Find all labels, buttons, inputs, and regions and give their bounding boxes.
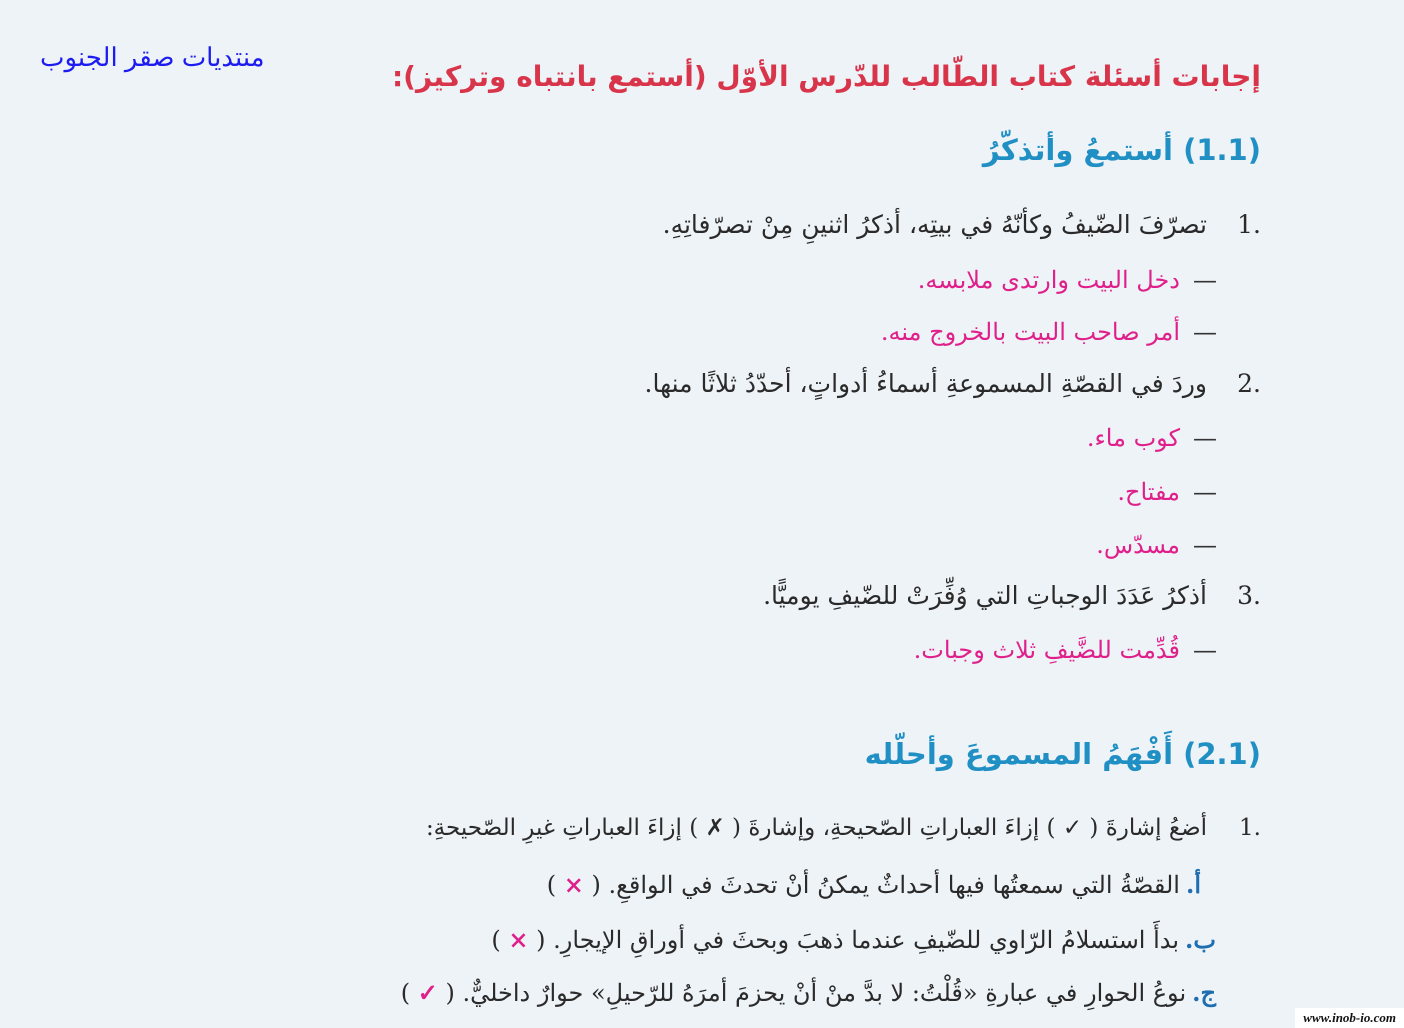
question-number: 2. <box>1237 369 1261 398</box>
question-number: 3. <box>1237 581 1261 610</box>
question-text: تصرّفَ الضّيفُ وكأنّهُ في بيتِه، أذكرُ اثنينِ مِنْ تصرّفاتِهِ. <box>662 210 1207 239</box>
item-letter: ب. <box>1185 925 1216 954</box>
item-letter: أ. <box>1185 870 1201 899</box>
question-1 <box>663 210 1261 239</box>
question-2-1 <box>426 815 1261 841</box>
dash-bullet: — <box>1193 478 1217 506</box>
answer-2-1 <box>1087 424 1224 452</box>
cross-icon: × <box>563 870 584 899</box>
section-title-listen-remember: (1.1) أستمعُ وأتذكّرُ <box>982 133 1261 167</box>
dash-bullet: — <box>1193 424 1217 452</box>
answer-text: مسدّس. <box>1096 531 1180 559</box>
question-3 <box>763 581 1261 610</box>
dash-bullet: — <box>1193 318 1217 346</box>
answer-mark: ( × ) <box>491 925 546 954</box>
answer-2-2 <box>1117 478 1224 506</box>
check-icon: ✓ <box>417 978 438 1007</box>
question-number: 1. <box>1239 815 1261 841</box>
answer-text: مفتاح. <box>1117 478 1180 506</box>
item-letter: ج. <box>1192 978 1216 1007</box>
statement-text: نوعُ الحوارِ في عبارةِ «قُلْتُ: لا بدَّ منْ أنْ يحزمَ أمرَهُ للرّحيلِ» حوارٌ داخليٌّ. <box>462 979 1187 1007</box>
dash-bullet: — <box>1193 266 1217 294</box>
question-2 <box>645 369 1262 398</box>
answer-1-2 <box>881 318 1224 346</box>
dash-bullet: — <box>1193 531 1217 559</box>
page-title: إجابات أسئلة كتاب الطّالب للدّرس الأوّل (أستمع بانتباه وتركيز): <box>391 60 1261 93</box>
question-text: أضعُ إشارةَ ( ✓ ) إزاءَ العباراتِ الصّحيحةِ، وإشارةَ ( ✗ ) إزاءَ العباراتِ غيرِ الصّحيحةِ: <box>425 815 1207 841</box>
statement-text: القصّةُ التي سمعتُها فيها أحداثٌ يمكنُ أنْ تحدثَ في الواقعِ. <box>608 871 1180 899</box>
statement-text: بدأَ استسلامُ الرّاوي للضّيفِ عندما ذهبَ وبحثَ في أوراقِ الإيجارِ. <box>553 926 1180 954</box>
answer-1-1 <box>918 266 1224 294</box>
answer-text: قُدِّمت للضَّيفِ ثلاث وجبات. <box>913 636 1180 664</box>
question-text: وردَ في القصّةِ المسموعةِ أسماءُ أدواتٍ، أحدّدُ ثلاثًا منها. <box>644 369 1207 398</box>
forum-name: منتديات صقر الجنوب <box>40 42 265 72</box>
cross-icon: × <box>508 925 529 954</box>
question-text: أذكرُ عَدَدَ الوجباتِ التي وُفِّرَتْ للضّيفِ يوميًّا. <box>763 581 1207 610</box>
section-title-understand-analyze: (2.1) أَفْهَمُ المسموعَ وأحلّله <box>864 737 1261 771</box>
answer-mark: ( × ) <box>546 870 601 899</box>
statement-a <box>547 870 1201 899</box>
answer-2-3 <box>1096 531 1224 559</box>
answer-3-1 <box>914 636 1224 664</box>
question-number: 1. <box>1237 210 1261 239</box>
answer-text: دخل البيت وارتدى ملابسه. <box>917 266 1180 294</box>
answer-mark: ( ✓ ) <box>400 978 455 1007</box>
statement-c <box>401 978 1216 1007</box>
answer-text: أمر صاحب البيت بالخروج منه. <box>880 318 1180 346</box>
answer-text: كوب ماء. <box>1086 424 1180 452</box>
dash-bullet: — <box>1193 636 1217 664</box>
statement-b <box>491 925 1216 954</box>
watermark: www.inob-io.com <box>1295 1008 1404 1028</box>
